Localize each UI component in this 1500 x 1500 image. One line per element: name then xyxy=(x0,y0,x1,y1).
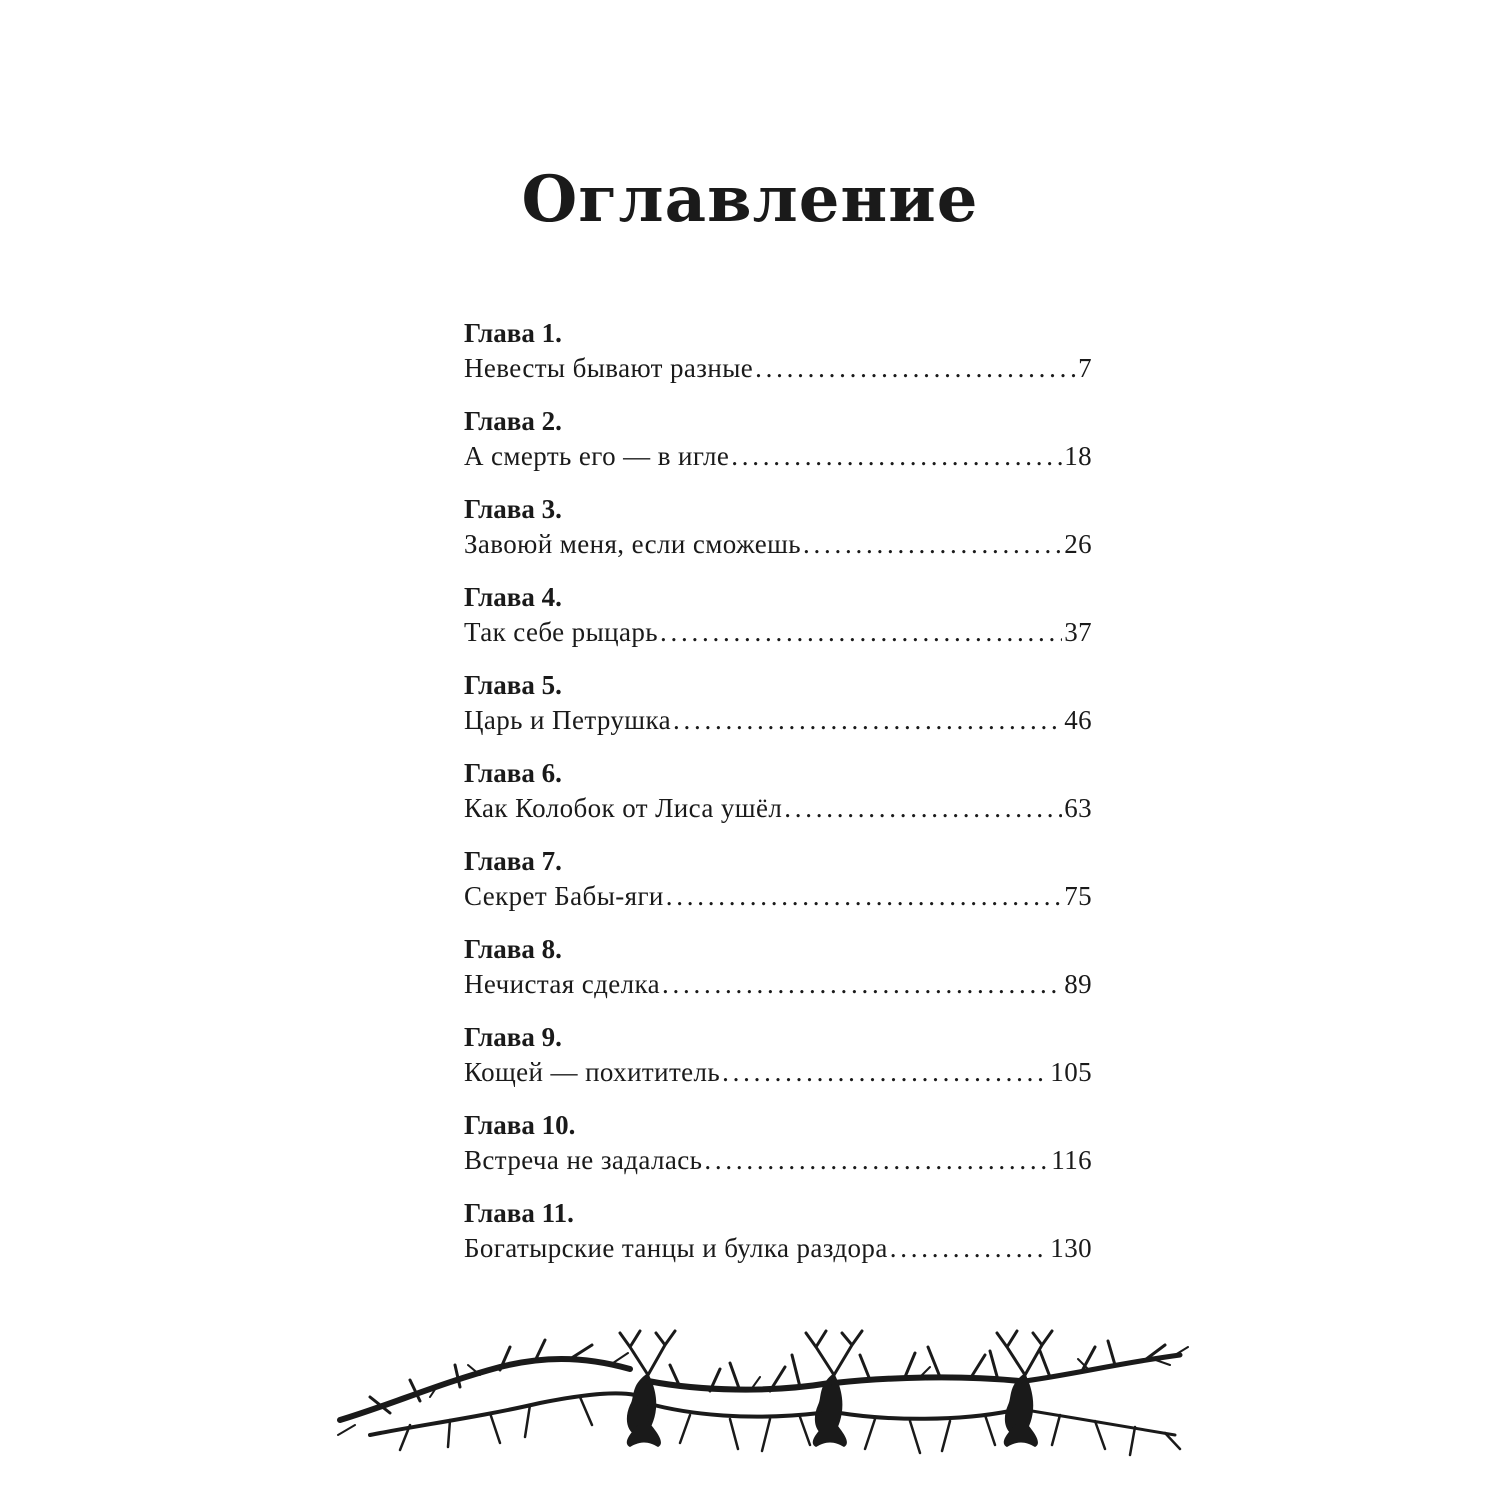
chapter-title: Кощей — похититель xyxy=(464,1057,721,1087)
page-number: 75 xyxy=(1064,881,1092,911)
entry-line xyxy=(464,966,1092,1002)
page-number: 18 xyxy=(1064,441,1092,471)
toc-entry xyxy=(464,492,1092,580)
chapter-label: Глава 4. xyxy=(464,582,562,612)
chapter-label: Глава 1. xyxy=(464,318,562,348)
toc-entry xyxy=(464,1196,1092,1284)
chapter-label: Глава 6. xyxy=(464,758,562,788)
dot-leader xyxy=(755,350,1076,386)
dot-leader xyxy=(890,1230,1049,1266)
chapter-title: Нечистая сделка xyxy=(464,969,660,999)
entry-line xyxy=(464,614,1092,650)
toc-entry xyxy=(464,932,1092,1020)
page-number: 46 xyxy=(1064,705,1092,735)
chapter-label: Глава 2. xyxy=(464,406,562,436)
page-number: 89 xyxy=(1064,969,1092,999)
chapter-label: Глава 11. xyxy=(464,1198,574,1228)
entry-line xyxy=(464,526,1092,562)
chapter-title: Царь и Петрушка xyxy=(464,705,671,735)
page-number: 116 xyxy=(1051,1145,1092,1175)
toc-entry xyxy=(464,316,1092,404)
chapter-title: Богатырские танцы и булка раздора xyxy=(464,1233,888,1263)
chapter-title: Завоюй меня, если сможешь xyxy=(464,529,801,559)
entry-line xyxy=(464,1142,1092,1178)
page-number: 105 xyxy=(1050,1057,1092,1087)
page-number: 63 xyxy=(1064,793,1092,823)
entry-line xyxy=(464,350,1092,386)
page-title: Оглавление xyxy=(521,162,979,237)
chapter-label: Глава 7. xyxy=(464,846,562,876)
entry-line xyxy=(464,790,1092,826)
dot-leader xyxy=(784,790,1062,826)
chapter-title: Как Колобок от Лиса ушёл xyxy=(464,793,783,823)
dot-leader xyxy=(704,1142,1049,1178)
entry-line xyxy=(464,1230,1092,1266)
chapter-title: Так себе рыцарь xyxy=(464,617,658,647)
toc-entry xyxy=(464,844,1092,932)
chapter-label: Глава 10. xyxy=(464,1110,576,1140)
page-number: 130 xyxy=(1050,1233,1092,1263)
chapter-title: Встреча не задалась xyxy=(464,1145,703,1175)
toc-entry xyxy=(464,1108,1092,1196)
toc-entry xyxy=(464,756,1092,844)
dot-leader xyxy=(660,614,1062,650)
branches-ornament-icon xyxy=(330,1325,1190,1475)
chapter-label: Глава 5. xyxy=(464,670,562,700)
entry-line xyxy=(464,438,1092,474)
chapter-label: Глава 9. xyxy=(464,1022,562,1052)
entry-line xyxy=(464,702,1092,738)
chapter-title: Секрет Бабы-яги xyxy=(464,881,664,911)
chapter-title: Невесты бывают разные xyxy=(464,353,754,383)
chapter-label: Глава 8. xyxy=(464,934,562,964)
toc-entry xyxy=(464,668,1092,756)
dot-leader xyxy=(731,438,1062,474)
dot-leader xyxy=(722,1054,1048,1090)
toc-entry xyxy=(464,404,1092,492)
dot-leader xyxy=(803,526,1062,562)
dot-leader xyxy=(662,966,1062,1002)
page-number: 37 xyxy=(1064,617,1092,647)
entry-line xyxy=(464,878,1092,914)
toc-entry xyxy=(464,1020,1092,1108)
toc-entry xyxy=(464,580,1092,668)
dot-leader xyxy=(673,702,1062,738)
chapter-label: Глава 3. xyxy=(464,494,562,524)
table-of-contents xyxy=(464,316,1092,1284)
entry-line xyxy=(464,1054,1092,1090)
page-number: 7 xyxy=(1078,353,1092,383)
page-number: 26 xyxy=(1064,529,1092,559)
chapter-title: А смерть его — в игле xyxy=(464,441,730,471)
dot-leader xyxy=(666,878,1062,914)
